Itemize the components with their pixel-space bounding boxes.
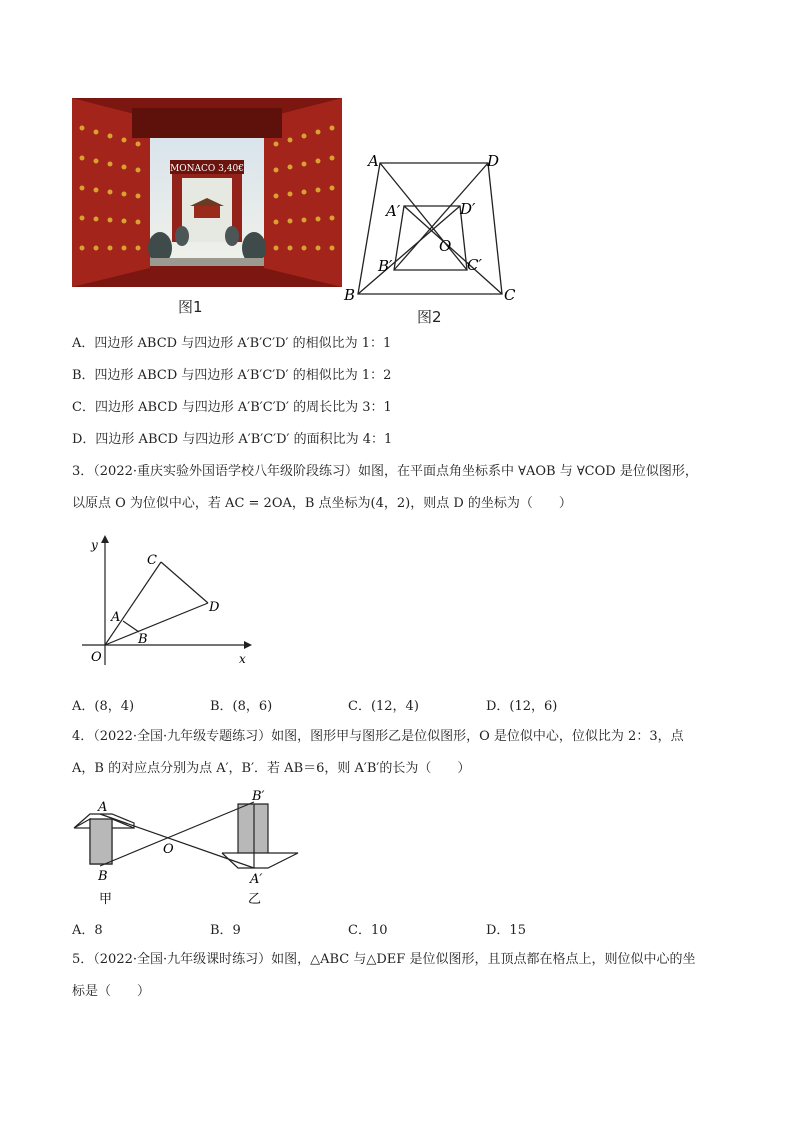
q5-stem-line1: 5．（2022·全国·九年级课时练习）如图，△ABC 与△DEF 是位似图形，且顶点都在格点上，则位似中心的坐: [72, 952, 696, 967]
palace-gate-illustration: [72, 98, 342, 287]
label-C: C: [504, 286, 516, 304]
label-A1: A′: [386, 202, 401, 220]
label-A: A: [98, 800, 108, 815]
q4-option-c: C．10: [348, 923, 388, 938]
label-O: O: [91, 650, 102, 665]
q4-options: [72, 919, 712, 938]
palace-gate-photo: [72, 98, 342, 287]
label-A: A: [368, 152, 379, 170]
figure2-diagram: [340, 150, 530, 310]
label-B: B: [138, 632, 148, 647]
label-O: O: [439, 237, 452, 255]
q2-option-d: D．四边形 ABCD 与四边形 A′B′C′D′ 的面积比为 4：1: [72, 432, 393, 447]
q4-diagram: [70, 786, 310, 910]
label-y: y: [91, 538, 98, 552]
q2-option-a: A．四边形 ABCD 与四边形 A′B′C′D′ 的相似比为 1：1: [72, 336, 392, 351]
y-axis-arrow: [101, 535, 109, 543]
q3-stem-line2: 以原点 O 为位似中心，若 AC = 2OA，B 点坐标为(4，2)，则点 D 的坐标为（ ）: [72, 496, 572, 511]
label-x: x: [239, 652, 246, 666]
q2-option-c: C．四边形 ABCD 与四边形 A′B′C′D′ 的周长比为 3：1: [72, 400, 392, 415]
label-A1: A′: [250, 872, 263, 887]
figure1-caption: 图1: [178, 298, 203, 316]
q3-coordinate-diagram: [78, 535, 258, 670]
q2-option-b: B．四边形 ABCD 与四边形 A′B′C′D′ 的相似比为 1：2: [72, 368, 392, 383]
label-B1: B′: [378, 257, 393, 275]
q3-stem-line1: 3．（2022·重庆实验外国语学校八年级阶段练习）如图，在平面点角坐标系中 ∀AOB 与 ∀COD 是位似图形，: [72, 464, 698, 479]
q3-option-b: B．(8，6): [210, 699, 273, 714]
x-axis-arrow: [244, 641, 252, 649]
q4-option-a: A．8: [72, 923, 103, 938]
q4-stem-line1: 4．（2022·全国·九年级专题练习）如图，图形甲与图形乙是位似图形，O 是位似中心，位似比为 2：3，点: [72, 729, 684, 744]
quad-A1B1C1D1: [394, 206, 467, 270]
q4-stem-line2: A，B 的对应点分别为点 A′，B′．若 AB＝6，则 A′B′的长为（ ）: [72, 761, 471, 776]
q3-option-d: D．(12，6): [486, 699, 558, 714]
label-B1: B′: [252, 789, 265, 804]
label-C1: C′: [467, 256, 482, 274]
label-D: D: [209, 600, 220, 615]
photo-overlay-text: MONACO 3,40€: [170, 164, 244, 174]
label-O: O: [163, 842, 174, 857]
label-B: B: [98, 869, 108, 884]
label-jia: 甲: [99, 892, 113, 907]
label-yi: 乙: [248, 892, 262, 907]
label-D: D: [487, 152, 500, 170]
label-A: A: [111, 610, 121, 625]
q3-options: [72, 695, 712, 714]
label-B: B: [344, 286, 356, 304]
figure2-caption: 图2: [417, 308, 442, 326]
q3-option-c: C．(12，4): [348, 699, 419, 714]
q4-option-b: B．9: [210, 923, 241, 938]
label-D1: D′: [460, 200, 476, 218]
label-C: C: [147, 553, 157, 568]
q3-option-a: A．(8，4): [72, 699, 135, 714]
q4-option-d: D．15: [486, 923, 526, 938]
q5-stem-line2: 标是（ ）: [72, 984, 151, 999]
